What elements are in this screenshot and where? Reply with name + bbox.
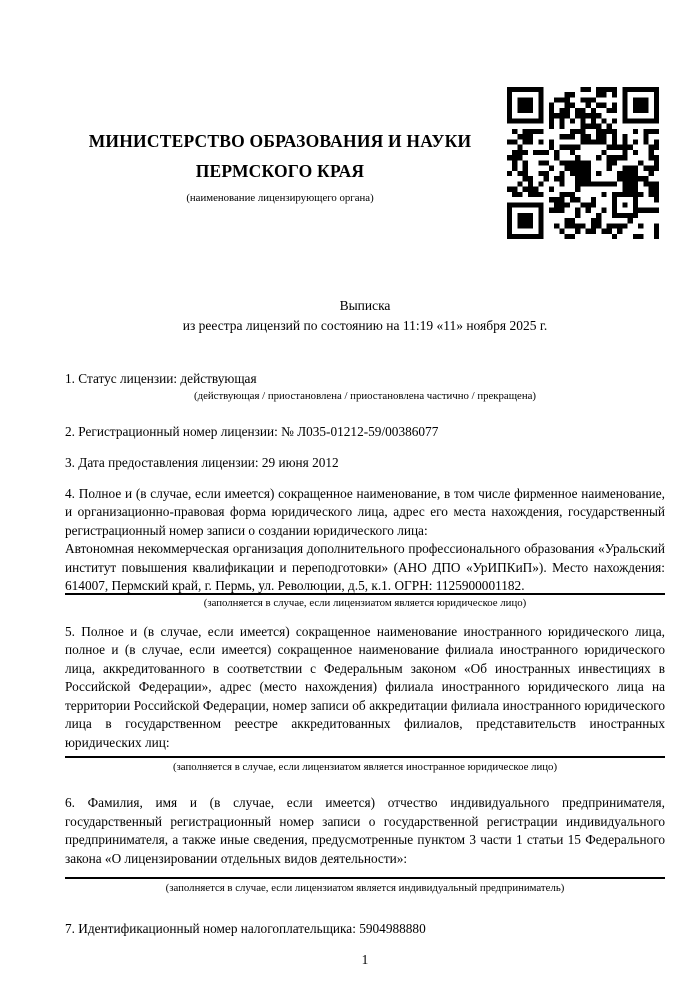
ministry-name-line1: МИНИСТЕРСТВО ОБРАЗОВАНИЯ И НАУКИ — [88, 131, 472, 151]
licensing-authority-header — [70, 126, 490, 205]
document-body — [65, 368, 665, 969]
document-title — [65, 296, 665, 336]
section-license-status: 1. Статус лицензии: действующая — [65, 371, 257, 386]
section-legal-entity-note: (заполняется в случае, если лицензиатом является юридическое лицо) — [203, 596, 527, 609]
ministry-name — [70, 126, 490, 186]
section-foreign-entity-note: (заполняется в случае, если лицензиатом является иностранное юридическое лицо) — [172, 761, 558, 773]
page-number: 1 — [361, 951, 369, 967]
ministry-caption: (наименование лицензирующего органа) — [186, 192, 374, 204]
section-legal-entity-value: Автономная некоммерческая организация дополнительного профессионального образования «Уральский институт повышения квалификации и переподготовки» (АНО ДПО «УрИПКиП»). Место нахождения: 614007, Пермский край, г. Пермь, ул. Революции, д.5, к.1. ОГРН: 1125900001182. — [65, 541, 665, 593]
section-grant-date: 3. Дата предоставления лицензии: 29 июня 2012 — [65, 455, 339, 470]
section-taxpayer-number: 7. Идентификационный номер налогоплательщика: 5904988880 — [65, 921, 426, 936]
section-foreign-entity-label: 5. Полное и (в случае, если имеется) сокращенное наименование иностранного юридического лица, полное и (в случае, если имеется) сокращенное наименование филиала иностранного юридического лица, аккредитованного в соответствии с Федеральным законом «Об иностранных инвестициях в Российской Федерации», адрес (место нахождения) филиала иностранного юридического лица на территории Российской Федерации, номер записи об аккредитации филиала иностранного юридического лица в государственном реестре аккредитованных филиалов, представительств иностранных юридических лиц: — [65, 623, 665, 750]
document-title-line2: из реестра лицензий по состоянию на 11:19 «11» ноября 2025 г. — [182, 318, 548, 333]
section-legal-entity-label: 4. Полное и (в случае, если имеется) сокращенное наименование, в том числе фирменное наименование, и организационно-правовая форма юридического лица, адрес его места нахождения, государственный регистрационный номер записи о создании юридического лица: — [65, 485, 665, 538]
document-title-line1: Выписка — [339, 298, 391, 313]
separator-line — [65, 877, 665, 879]
section-registration-number: 2. Регистрационный номер лицензии: № Л035-01212-59/00386077 — [65, 423, 439, 439]
ministry-name-line2: ПЕРМСКОГО КРАЯ — [195, 161, 365, 181]
section-legal-entity — [65, 485, 665, 596]
separator-line — [65, 756, 665, 758]
section-license-status-note: (действующая / приостановлена / приостановлена частично / прекращена) — [194, 389, 536, 402]
section-individual-entrepreneur-label: 6. Фамилия, имя и (в случае, если имеется) отчество индивидуального предпринимателя, государственный регистрационный номер записи о государственной регистрации индивидуального предпринимателя, а также иные сведения, предусмотренные пунктом 3 части 1 статьи 15 Федерального закона «О лицензировании отдельных видов деятельности»: — [65, 795, 665, 866]
qr-code — [507, 87, 659, 239]
section-individual-entrepreneur-note: (заполняется в случае, если лицензиатом является индивидуальный предприниматель) — [165, 882, 565, 894]
